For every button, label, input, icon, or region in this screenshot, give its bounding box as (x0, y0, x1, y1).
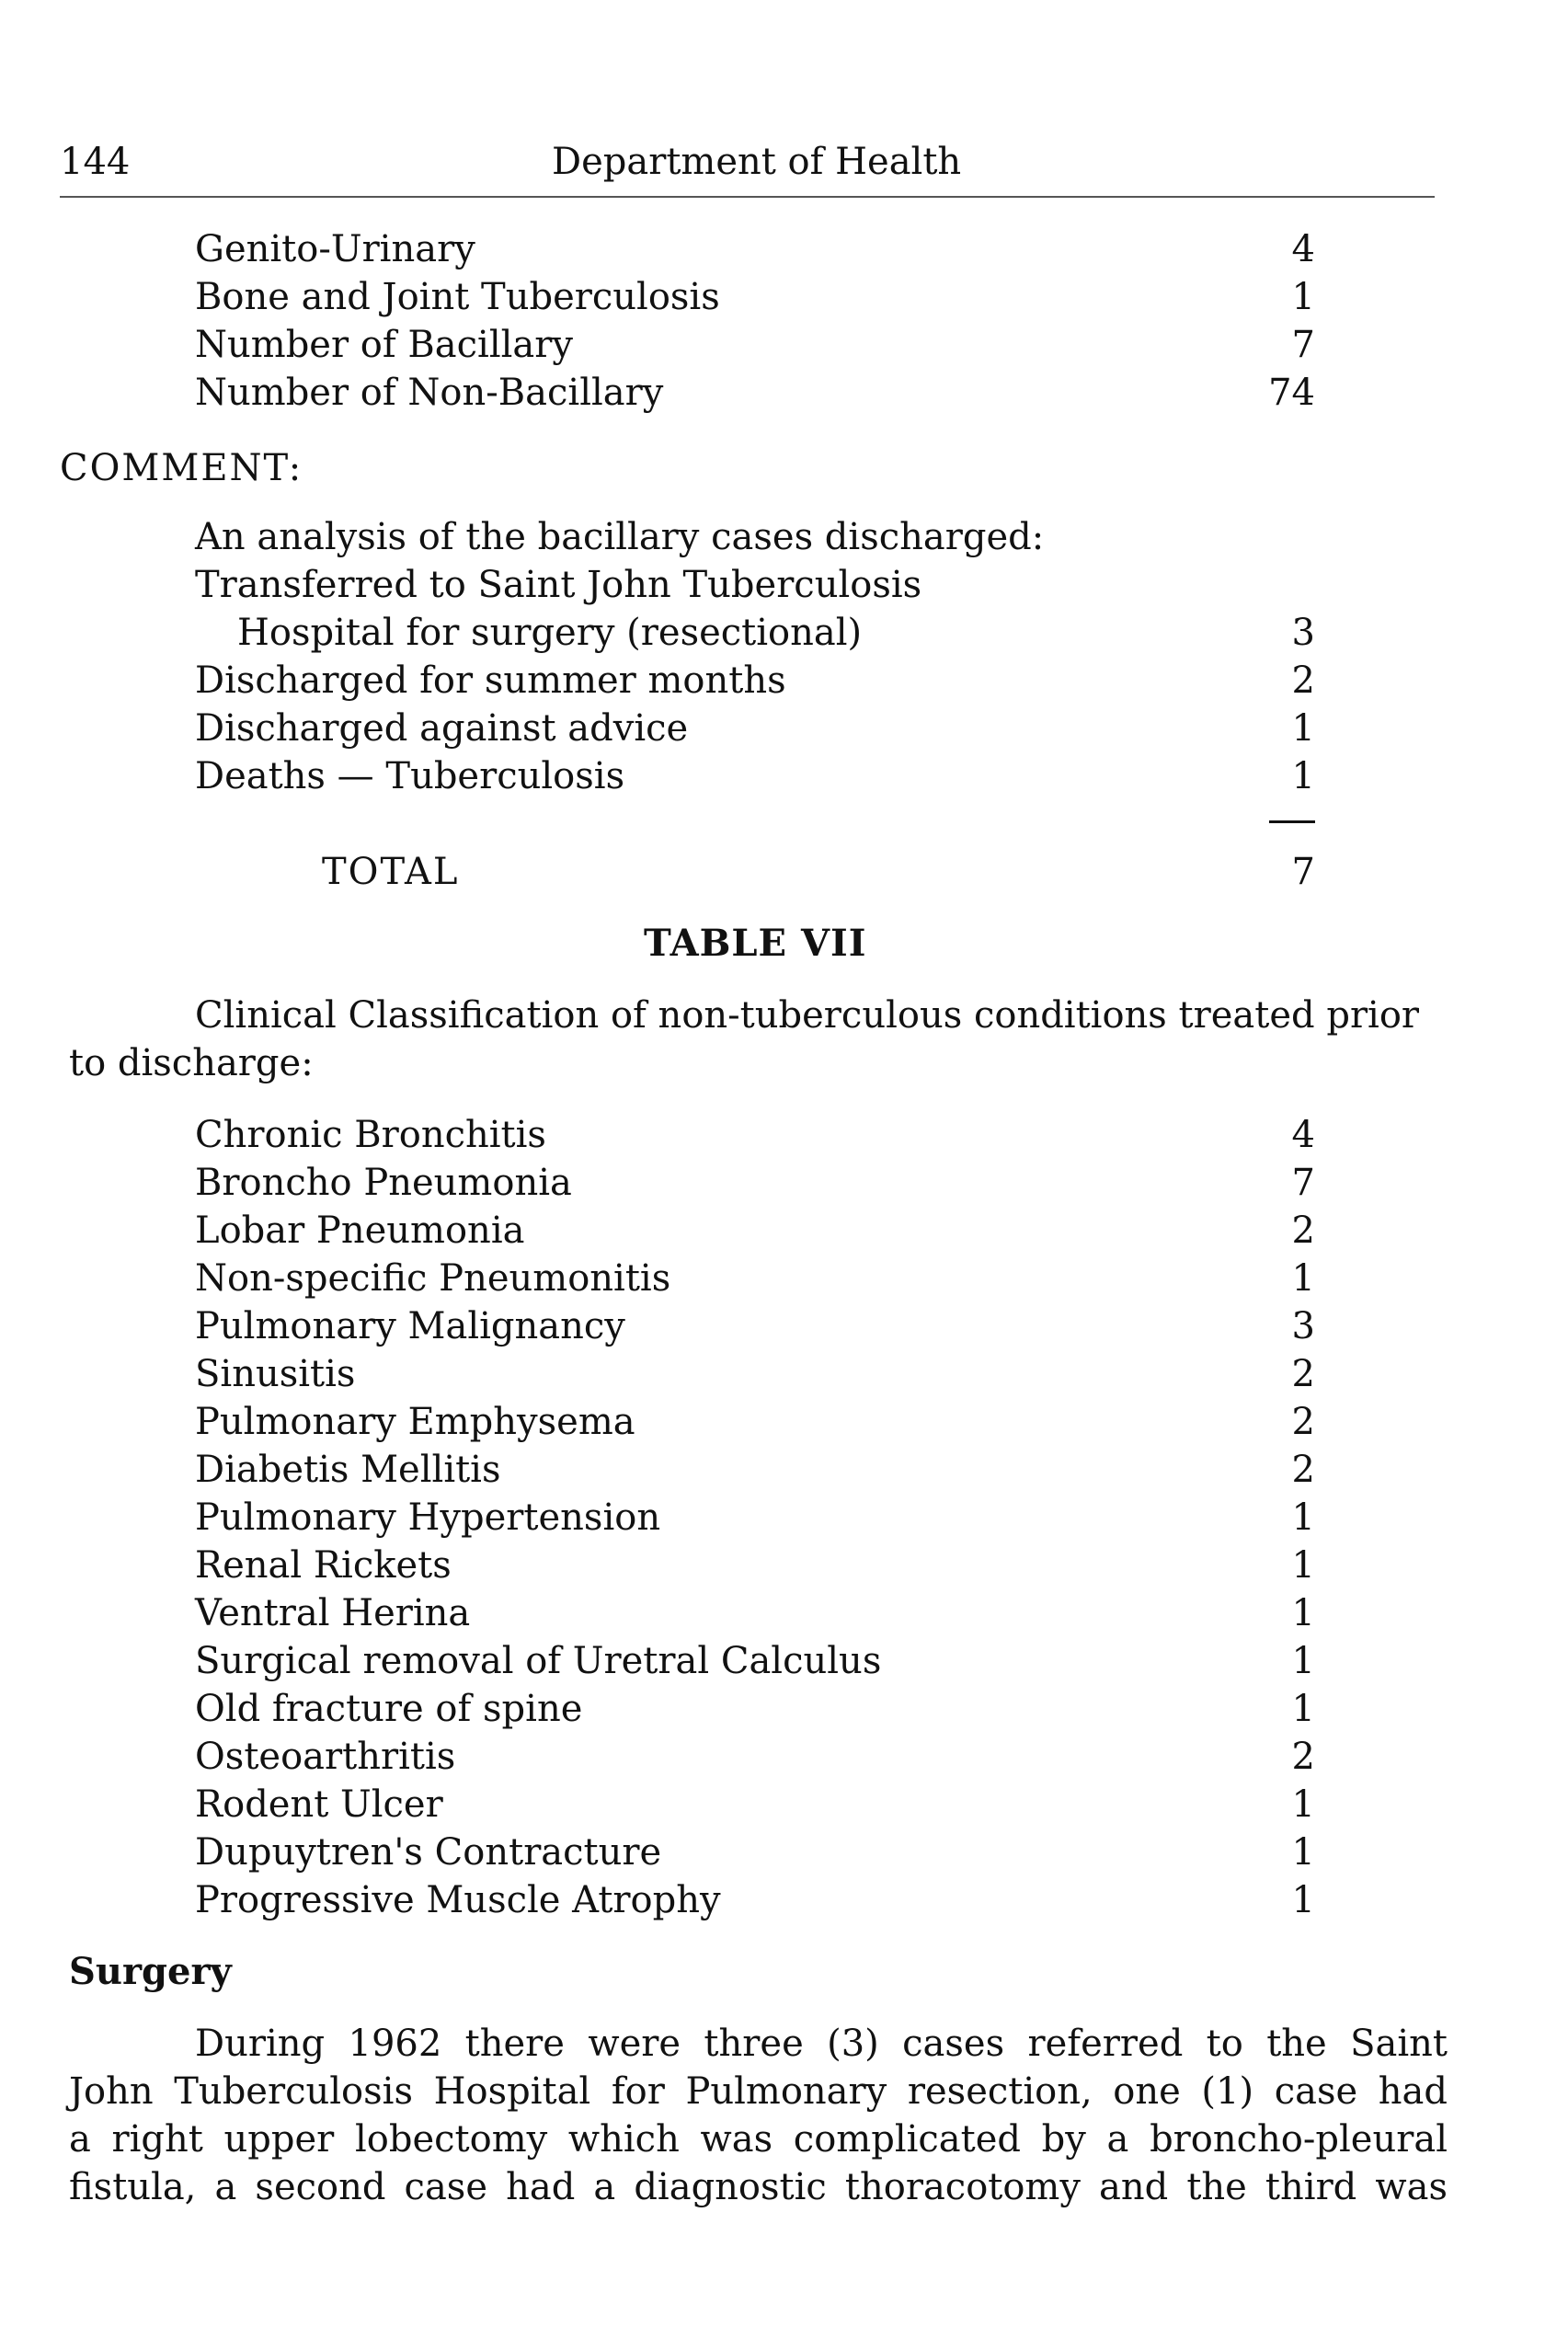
comment-value: 1 (1291, 755, 1315, 797)
summary-value: 74 (1268, 372, 1315, 414)
table-row-value: 1 (1291, 1831, 1315, 1874)
table-row-label: Progressive Muscle Atrophy (195, 1879, 721, 1921)
comment-label: Deaths — Tuberculosis (195, 755, 625, 797)
total-rule (1269, 820, 1315, 823)
comment-label: Hospital for surgery (resectional) (237, 612, 863, 654)
total-label: TOTAL (322, 851, 460, 893)
table-row-label: Osteoarthritis (195, 1736, 456, 1778)
summary-label: Genito-Urinary (195, 228, 475, 270)
surgery-line: During 1962 there were three (3) cases referred to the Saint (195, 2023, 1448, 2065)
table-row-value: 4 (1291, 1114, 1315, 1156)
comment-value: 3 (1291, 612, 1315, 654)
table-row-value: 3 (1291, 1305, 1315, 1347)
table-row-value: 7 (1291, 1162, 1315, 1204)
table-title: TABLE VII (644, 922, 867, 965)
page-number: 144 (60, 141, 131, 183)
table-row-label: Surgical removal of Uretral Calculus (195, 1640, 882, 1682)
total-value: 7 (1291, 851, 1315, 893)
comment-value: 2 (1291, 659, 1315, 702)
summary-value: 4 (1291, 228, 1315, 270)
table-row-value: 2 (1291, 1736, 1315, 1778)
table-row-label: Broncho Pneumonia (195, 1162, 572, 1204)
comment-heading: COMMENT: (60, 447, 303, 489)
comment-label: Transferred to Saint John Tuberculosis (195, 564, 922, 606)
surgery-line: fistula, a second case had a diagnostic thoracotomy and the third was (69, 2166, 1448, 2208)
running-title: Department of Health (552, 141, 962, 183)
comment-value: 1 (1291, 707, 1315, 750)
table-row-label: Pulmonary Hypertension (195, 1496, 661, 1539)
summary-label: Number of Bacillary (195, 324, 573, 366)
table-row-value: 2 (1291, 1353, 1315, 1395)
comment-label: Discharged against advice (195, 707, 689, 750)
surgery-line: John Tuberculosis Hospital for Pulmonary resection, one (1) case had (69, 2070, 1448, 2113)
table-row-label: Sinusitis (195, 1353, 356, 1395)
table-row-value: 1 (1291, 1496, 1315, 1539)
header-rule (60, 196, 1435, 198)
table-row-value: 1 (1291, 1640, 1315, 1682)
table-row-label: Renal Rickets (195, 1544, 452, 1587)
table-row-label: Diabetis Mellitis (195, 1449, 501, 1491)
summary-value: 7 (1291, 324, 1315, 366)
summary-label: Number of Non-Bacillary (195, 372, 664, 414)
table-row-value: 1 (1291, 1688, 1315, 1730)
table-row-label: Rodent Ulcer (195, 1783, 443, 1826)
table-row-label: Chronic Bronchitis (195, 1114, 546, 1156)
surgery-heading: Surgery (69, 1950, 232, 1993)
summary-label: Bone and Joint Tuberculosis (195, 276, 720, 318)
table-row-value: 2 (1291, 1209, 1315, 1252)
table-row-value: 2 (1291, 1401, 1315, 1443)
table-row-value: 1 (1291, 1257, 1315, 1300)
surgery-line: a right upper lobectomy which was complicated by a broncho-pleural (69, 2118, 1448, 2161)
table-row-value: 1 (1291, 1879, 1315, 1921)
table-intro: to discharge: (69, 1042, 314, 1084)
table-row-label: Pulmonary Malignancy (195, 1305, 625, 1347)
comment-intro: An analysis of the bacillary cases discharged: (195, 516, 1045, 558)
table-row-label: Non-specific Pneumonitis (195, 1257, 671, 1300)
table-row-value: 1 (1291, 1592, 1315, 1634)
table-row-value: 2 (1291, 1449, 1315, 1491)
summary-value: 1 (1291, 276, 1315, 318)
table-row-label: Lobar Pneumonia (195, 1209, 525, 1252)
table-row-label: Pulmonary Emphysema (195, 1401, 635, 1443)
table-intro: Clinical Classification of non-tuberculous conditions treated prior (195, 994, 1420, 1037)
table-row-value: 1 (1291, 1544, 1315, 1587)
table-row-label: Ventral Herina (195, 1592, 471, 1634)
table-row-value: 1 (1291, 1783, 1315, 1826)
table-row-label: Old fracture of spine (195, 1688, 583, 1730)
comment-label: Discharged for summer months (195, 659, 786, 702)
table-row-label: Dupuytren's Contracture (195, 1831, 662, 1874)
